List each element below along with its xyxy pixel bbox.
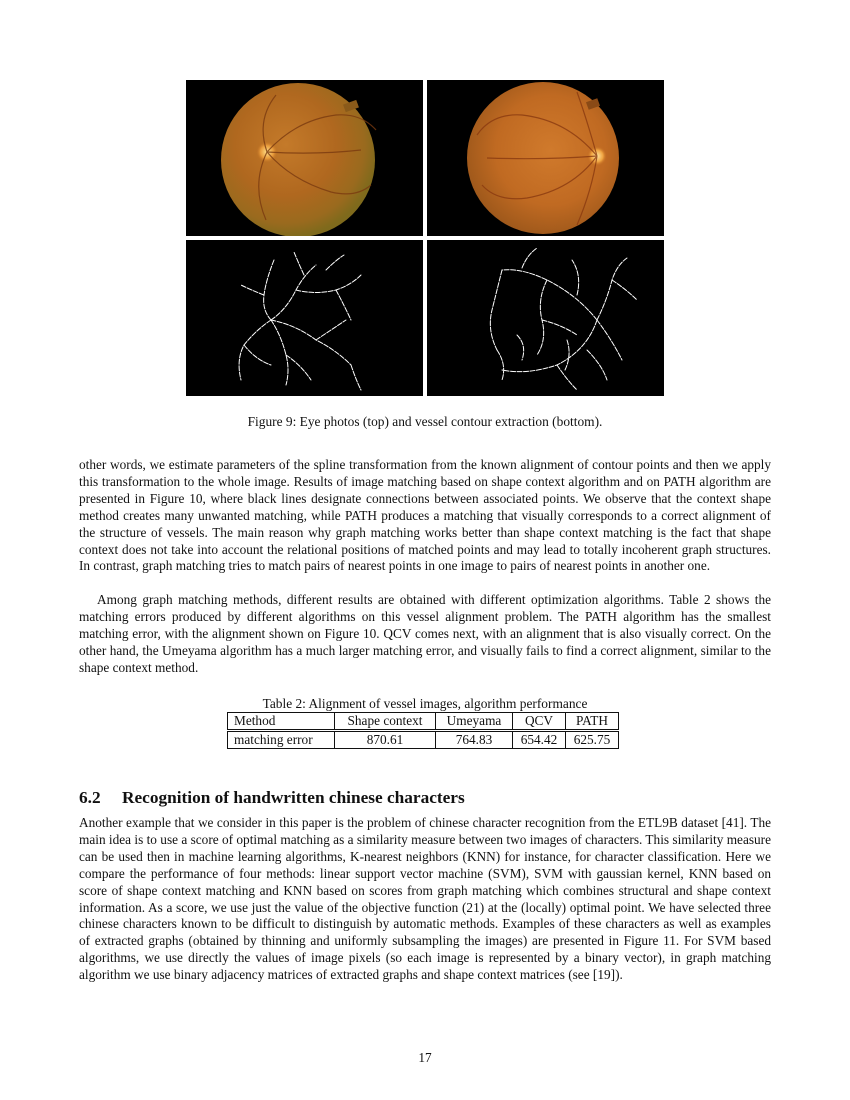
table-cell: matching error [228,731,335,749]
figure-caption: Figure 9: Eye photos (top) and vessel contour extraction (bottom). [247,414,603,429]
table-cell: 870.61 [335,731,436,749]
table-cell: 625.75 [566,731,619,749]
table-cell: 764.83 [436,731,513,749]
section-title: Recognition of handwritten chinese characters [122,788,465,807]
table-header-row [228,713,619,731]
figure-9 [186,80,664,396]
eye-photo-right [427,80,664,236]
header-cell: PATH [566,713,619,731]
page-number: 17 [418,1050,432,1065]
body-paragraph-1: other words, we estimate parameters of the spline transformation from the known alignment of contour points and then we apply this transformation to the whole image. Results of image matching based on shape context algorithm and on PATH algorithm are presented in Figure 10, where black lines designate connections between associated points. We observe that the context shape method creates many unwanted matching, while PATH produces a matching that visually corresponds to a correct alignment of the structure of vessels. The main reason why graph matching works better than shape context matching is the fact that shape context does not take into account the relational positions of matched points and may lead to totally incoherent graph structures. In contrast, graph matching tries to match pairs of nearest points in one image to pairs of nearest points in another one. [79,457,771,574]
table-caption: Table 2: Alignment of vessel images, algorithm performance [262,696,588,711]
eye-photo-left [186,80,423,236]
table-row [228,731,619,749]
body-paragraph-2: Among graph matching methods, different results are obtained with different optimization algorithms. Table 2 shows the matching errors produced by different algorithms on this vessel alignment problem. The PATH algorithm has the smallest matching error, with the alignment shown on Figure 10. QCV comes next, with an alignment that is also visually correct. On the other hand, the Umeyama algorithm has a much larger matching error, and visually fails to find a correct alignment, similar to the shape context method. [79,592,771,675]
results-table [227,712,619,749]
header-cell: QCV [513,713,566,731]
section-heading [79,788,465,808]
body-paragraph-3: Another example that we consider in this paper is the problem of chinese character recognition from the ETL9B dataset [41]. The main idea is to use a score of optimal matching as a similarity measure between two images of characters. This similarity measure can be used then in machine learning algorithms, K-nearest neighbors (KNN) for instance, for character classification. Here we compare the performance of four methods: linear support vector machine (SVM), SVM with gaussian kernel, KNN based on score of shape context matching and KNN based on scores from graph matching which combines structural and shape context information. As a score, we use just the value of the objective function (21) at the (locally) optimal point. We have selected three chinese characters known to be difficult to distinguish by automatic methods. Examples of these characters as well as examples of extracted graphs (obtained by thinning and uniformly subsampling the images) are presented in Figure 11. For SVM based algorithms, we use directly the values of image pixels (so each image is represented by a binary vector), in graph matching algorithm we use binary adjacency matrices of extracted graphs and shape context matrices (see [19]). [79,815,771,983]
section-number: 6.2 [79,788,101,807]
header-cell: Shape context [335,713,436,731]
table-cell: 654.42 [513,731,566,749]
vessel-contour-right [427,240,664,396]
vessel-contour-left [186,240,423,396]
header-cell: Method [228,713,335,731]
header-cell: Umeyama [436,713,513,731]
